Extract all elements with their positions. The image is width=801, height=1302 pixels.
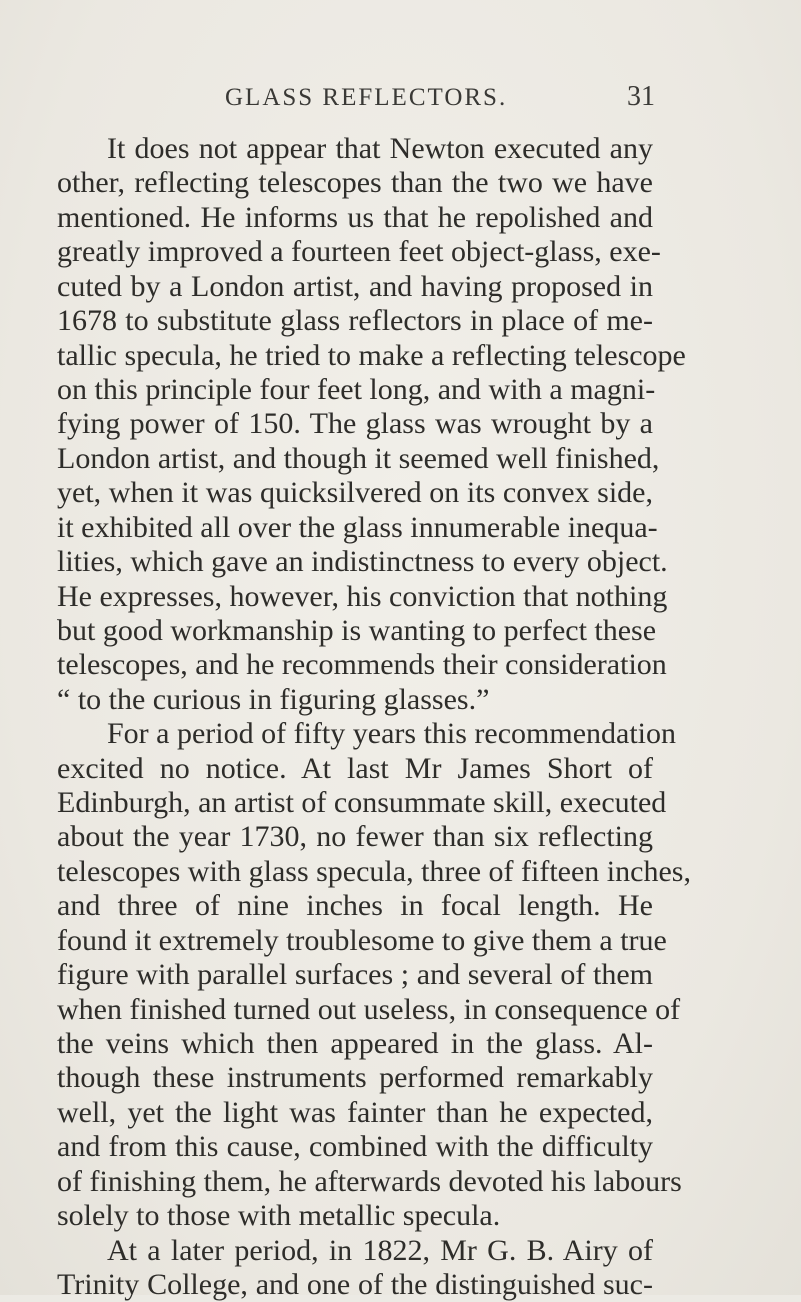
text-line: and three of nine inches in focal length. He bbox=[57, 889, 653, 922]
text-line: London artist, and though it seemed well finished, bbox=[57, 442, 660, 475]
text-line: tallic specula, he tried to make a reflecting telescope bbox=[57, 339, 686, 372]
text-line: when finished turned out useless, in consequence of bbox=[57, 993, 681, 1026]
text-line: it exhibited all over the glass innumerable inequa- bbox=[57, 511, 658, 544]
text-line: other, reflecting telescopes than the two we have bbox=[57, 166, 653, 199]
page-header bbox=[225, 81, 725, 124]
page-number: 31 bbox=[627, 81, 655, 112]
text-line: of finishing them, he afterwards devoted his labours bbox=[57, 1165, 682, 1198]
text-line: solely to those with metallic specula. bbox=[57, 1199, 501, 1232]
text-line: He expresses, however, his conviction that nothing bbox=[57, 580, 668, 613]
text-line: fying power of 150. The glass was wrought by a bbox=[57, 407, 653, 440]
text-line: For a period of fifty years this recommendation bbox=[107, 717, 677, 750]
text-line: though these instruments performed remarkably bbox=[57, 1061, 653, 1094]
text-line: on this principle four feet long, and with a magni- bbox=[57, 373, 656, 406]
text-line: telescopes, and he recommends their consideration bbox=[57, 648, 667, 681]
text-line: the veins which then appeared in the glass. Al- bbox=[57, 1027, 653, 1060]
text-line: figure with parallel surfaces ; and several of them bbox=[57, 958, 653, 991]
text-line: greatly improved a fourteen feet object-glass, exe- bbox=[57, 235, 661, 268]
text-line: mentioned. He informs us that he repolished and bbox=[57, 201, 653, 234]
text-line: Edinburgh, an artist of consummate skill, executed bbox=[57, 786, 667, 819]
text-line: Trinity College, and one of the distinguished suc- bbox=[57, 1268, 653, 1301]
text-line: yet, when it was quicksilvered on its convex side, bbox=[57, 476, 653, 509]
text-line: well, yet the light was fainter than he expected, bbox=[57, 1096, 653, 1129]
running-head: GLASS REFLECTORS. bbox=[225, 84, 508, 111]
text-line: telescopes with glass specula, three of fifteen inches, bbox=[57, 855, 691, 888]
text-line: and from this cause, combined with the difficulty bbox=[57, 1130, 653, 1163]
text-line: At a later period, in 1822, Mr G. B. Airy of bbox=[107, 1234, 653, 1267]
text-line: It does not appear that Newton executed any bbox=[107, 132, 653, 165]
text-line: but good workmanship is wanting to perfect these bbox=[57, 614, 657, 647]
text-line: “ to the curious in figuring glasses.” bbox=[57, 683, 490, 716]
text-line: lities, which gave an indistinctness to every object. bbox=[57, 545, 668, 578]
text-line: 1678 to substitute glass reflectors in place of me- bbox=[57, 304, 653, 337]
text-line: found it extremely troublesome to give them a true bbox=[57, 924, 667, 957]
text-line: excited no notice. At last Mr James Short of bbox=[57, 752, 653, 785]
text-line: about the year 1730, no fewer than six reflecting bbox=[57, 820, 653, 853]
text-line: cuted by a London artist, and having proposed in bbox=[57, 270, 653, 303]
